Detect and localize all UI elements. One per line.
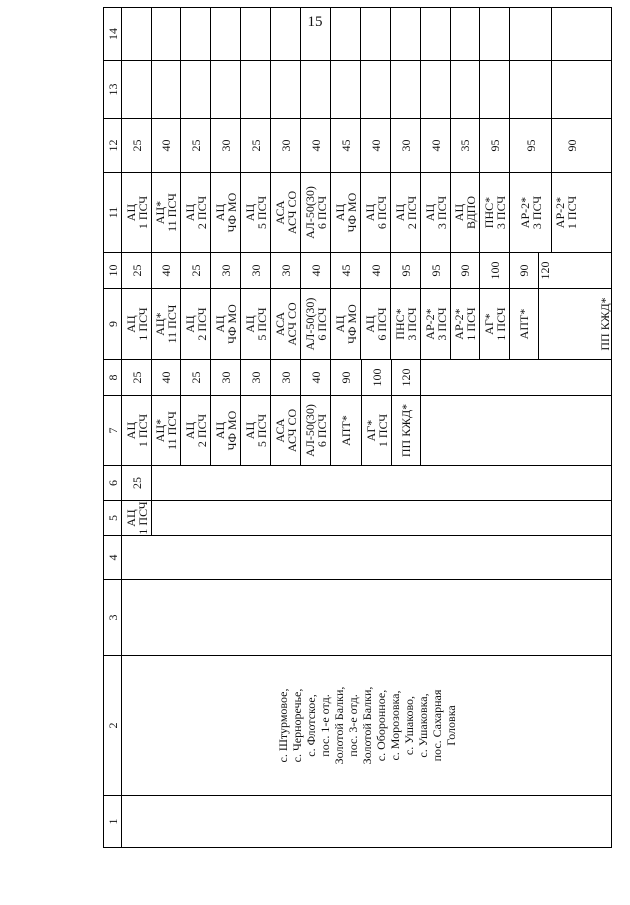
col10-time: 25	[122, 253, 152, 288]
col10-time: 100	[480, 253, 510, 288]
fire-dispatch-table	[103, 7, 612, 848]
col-header-10: 10	[104, 253, 122, 289]
table-row	[122, 8, 612, 848]
col9-item: АЦ 5 ПСЧ	[241, 289, 271, 359]
col9-item: АЦ 6 ПСЧ	[361, 289, 391, 359]
col10-time: 40	[361, 253, 391, 288]
col10-time: 95	[421, 253, 451, 288]
col10-time: 30	[271, 253, 301, 288]
cell-col11	[122, 173, 612, 253]
col12-time: 90	[565, 139, 579, 152]
cell-col10	[122, 253, 612, 289]
col8-time: 90	[331, 360, 362, 395]
col12-time: 40	[361, 119, 391, 172]
cell-col5	[122, 501, 612, 536]
col-header-1: 1	[104, 796, 122, 848]
col9-item: АГ* 1 ПСЧ	[480, 289, 510, 359]
col10-time: 45	[331, 253, 361, 288]
col8-time: 40	[152, 360, 181, 395]
col8-time: 120	[392, 360, 421, 395]
col12-time: 30	[271, 119, 301, 172]
cell-col14	[122, 8, 612, 61]
col8-time: 40	[301, 360, 331, 395]
col8-time: 30	[241, 360, 271, 395]
col11-item: АСА АСЧ СО	[271, 173, 301, 252]
col12-time: 30	[391, 119, 421, 172]
col10-time: 90	[510, 253, 539, 288]
col10-time: 120	[538, 261, 552, 280]
cell-col6	[122, 466, 612, 501]
col10-time: 90	[451, 253, 480, 288]
col7-item: АЦ ЧФ МО	[211, 396, 241, 465]
col7-item: АГ* 1 ПСЧ	[362, 396, 392, 465]
col12-time: 40	[152, 119, 181, 172]
col9-item: АЦ 1 ПСЧ	[122, 289, 152, 359]
col9-item: АР-2* 1 ПСЧ	[451, 289, 480, 359]
col-header-4: 4	[104, 536, 122, 580]
col9-item: АЦ 2 ПСЧ	[181, 289, 211, 359]
col7-item: АЦ* 11 ПСЧ	[152, 396, 181, 465]
col-header-13: 13	[104, 61, 122, 119]
col9-item: АР-2* 3 ПСЧ	[421, 289, 451, 359]
col11-item: АЦ ЧФ МО	[331, 173, 361, 252]
col12-time: 30	[211, 119, 241, 172]
col12-time: 25	[122, 119, 152, 172]
cell-col3	[122, 580, 612, 656]
col9-item: АСА АСЧ СО	[271, 289, 301, 359]
col9-item: ПП КЖД*	[598, 297, 612, 351]
col11-item: АЦ ВДПО	[451, 173, 480, 252]
cell-col7	[122, 396, 612, 466]
col8-time: 25	[122, 360, 152, 395]
col7-item: ПП КЖД*	[392, 396, 421, 465]
col9-item: АЦ* 11 ПСЧ	[152, 289, 181, 359]
col9-item: ПНС* 3 ПСЧ	[391, 289, 421, 359]
col-header-2: 2	[104, 656, 122, 796]
col10-time: 40	[301, 253, 331, 288]
col11-item: АЦ 3 ПСЧ	[421, 173, 451, 252]
col10-time: 30	[211, 253, 241, 288]
cell-col13	[122, 61, 612, 119]
col10-time: 25	[181, 253, 211, 288]
cell-col8	[122, 360, 612, 396]
cell-col4	[122, 536, 612, 580]
col11-item: АЦ 6 ПСЧ	[361, 173, 391, 252]
col8-time: 30	[271, 360, 301, 395]
cell-col12	[122, 119, 612, 173]
col11-item: АЛ-50(30) 6 ПСЧ	[301, 173, 331, 252]
col-header-5: 5	[104, 501, 122, 536]
col-header-9: 9	[104, 289, 122, 360]
col7-item: АЛ-50(30) 6 ПСЧ	[301, 396, 331, 465]
col11-item: АР-2* 1 ПСЧ	[553, 195, 579, 230]
col-header-6: 6	[104, 466, 122, 501]
col11-item: АЦ* 11 ПСЧ	[152, 173, 181, 252]
col-header-11: 11	[104, 173, 122, 253]
col11-item: ПНС* 3 ПСЧ	[480, 173, 510, 252]
col12-time: 25	[181, 119, 211, 172]
col9-item: АПТ*	[510, 289, 539, 359]
col7-item: АПТ*	[331, 396, 362, 465]
col9-item: АЦ ЧФ МО	[331, 289, 361, 359]
col12-time: 45	[331, 119, 361, 172]
cell-col1	[122, 796, 612, 848]
col8-time: 25	[181, 360, 211, 395]
col12-time: 95	[480, 119, 510, 172]
col-header-7: 7	[104, 396, 122, 466]
col8-time: 100	[362, 360, 392, 395]
col9-item: АЛ-50(30) 6 ПСЧ	[301, 289, 331, 359]
settlements-cell: с. Штурмовое, с. Черноречье, с. Флотское, пос. 1-е отд. Золотой Балки, пос. 3-е отд. Золотой Балки, с. Оборонное, с. Морозовка, с. Ушаково, с. Ушаковка, пос. Сахарная Головка	[122, 656, 612, 796]
col7-item: АЦ 2 ПСЧ	[181, 396, 211, 465]
col10-time: 40	[152, 253, 181, 288]
col11-item: АР-2* 3 ПСЧ	[510, 173, 552, 252]
col7-item: АСА АСЧ СО	[271, 396, 301, 465]
col12-time: 40	[301, 119, 331, 172]
header-row	[104, 8, 122, 848]
rotated-table-frame	[103, 28, 612, 848]
col6-time: 25	[122, 466, 152, 500]
col11-item: АЦ ЧФ МО	[211, 173, 241, 252]
col11-item: АЦ 2 ПСЧ	[181, 173, 211, 252]
col-header-8: 8	[104, 360, 122, 396]
col9-item: АЦ ЧФ МО	[211, 289, 241, 359]
col12-time: 35	[451, 119, 480, 172]
col7-item: АЦ 1 ПСЧ	[122, 396, 152, 465]
col12-time: 95	[510, 119, 552, 172]
col5-unit: АЦ 1 ПСЧ	[122, 501, 152, 535]
col12-time: 40	[421, 119, 451, 172]
col10-time: 95	[391, 253, 421, 288]
col10-time: 30	[241, 253, 271, 288]
col-header-12: 12	[104, 119, 122, 173]
col11-item: АЦ 2 ПСЧ	[391, 173, 421, 252]
col11-item: АЦ 5 ПСЧ	[241, 173, 271, 252]
col7-item: АЦ 5 ПСЧ	[241, 396, 271, 465]
col-header-3: 3	[104, 580, 122, 656]
col8-time: 30	[211, 360, 241, 395]
rotated-table	[103, 28, 612, 848]
cell-col9	[122, 289, 612, 360]
page-number: 15	[307, 14, 323, 30]
col11-item: АЦ 1 ПСЧ	[122, 173, 152, 252]
col-header-14: 14	[104, 8, 122, 61]
col12-time: 25	[241, 119, 271, 172]
